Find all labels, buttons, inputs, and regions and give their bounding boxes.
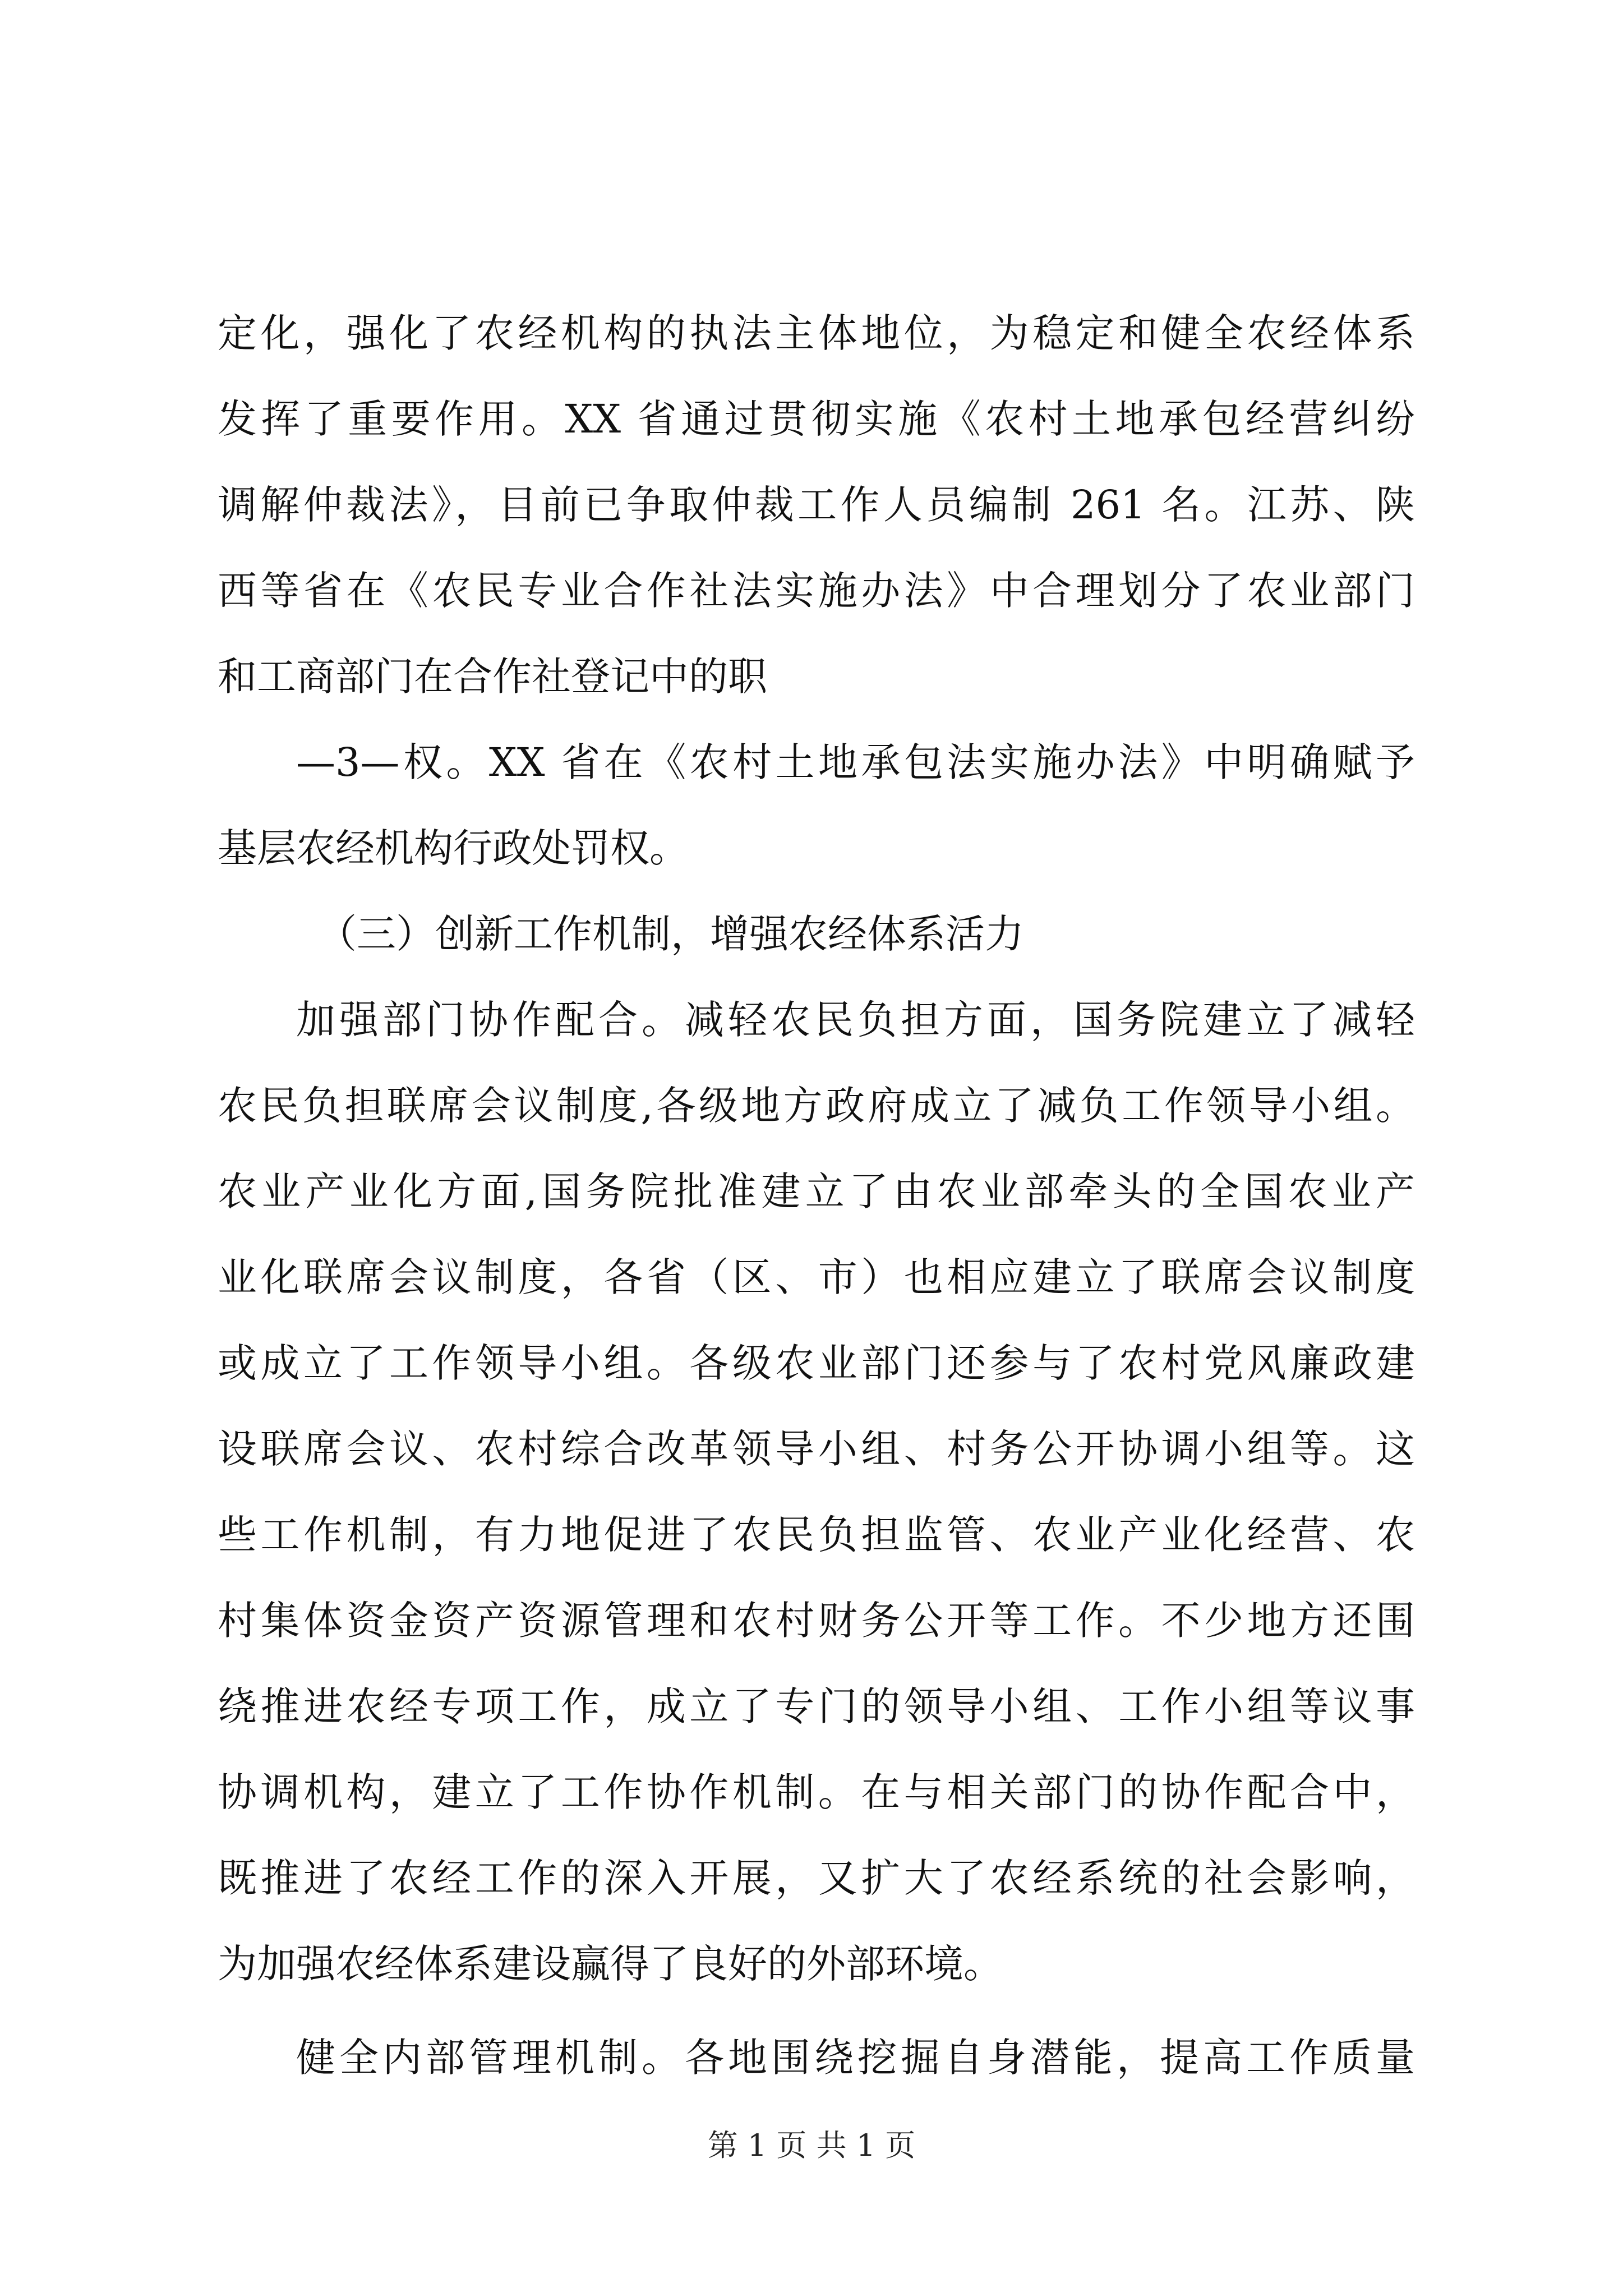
body-line: 既推进了农经工作的深入开展，又扩大了农经系统的社会影响， <box>218 1855 1415 1901</box>
body-line: —3—权。XX 省在《农村土地承包法实施办法》中明确赋予 <box>296 739 1415 785</box>
body-line: 调解仲裁法》，目前已争取仲裁工作人员编制 261 名。江苏、陕 <box>218 482 1415 528</box>
body-line: 些工作机制，有力地促进了农民负担监管、农业产业化经营、农 <box>218 1512 1415 1558</box>
body-line: 或成立了工作领导小组。各级农业部门还参与了农村党风廉政建 <box>218 1340 1415 1386</box>
body-line: 业化联席会议制度，各省（区、市）也相应建立了联席会议制度 <box>218 1254 1415 1300</box>
body-line: 定化，强化了农经机构的执法主体地位，为稳定和健全农经体系 <box>218 310 1415 356</box>
body-line: 协调机构，建立了工作协作机制。在与相关部门的协作配合中， <box>218 1769 1415 1815</box>
page-number-footer: 第 1 页 共 1 页 <box>707 2128 916 2163</box>
body-line: 加强部门协作配合。减轻农民负担方面，国务院建立了减轻 <box>296 997 1415 1043</box>
body-line: 和工商部门在合作社登记中的职 <box>218 654 767 700</box>
body-line: 健全内部管理机制。各地围绕挖掘自身潜能，提高工作质量 <box>296 2035 1415 2081</box>
body-line: 设联席会议、农村综合改革领导小组、村务公开协调小组等。这 <box>218 1426 1415 1472</box>
body-line: 农业产业化方面,国务院批准建立了由农业部牵头的全国农业产 <box>218 1168 1415 1214</box>
body-line: 绕推进农经专项工作，成立了专门的领导小组、工作小组等议事 <box>218 1683 1415 1729</box>
section-heading: （三）创新工作机制，增强农经体系活力 <box>317 911 1024 957</box>
body-line: 西等省在《农民专业合作社法实施办法》中合理划分了农业部门 <box>218 568 1415 614</box>
body-line: 发挥了重要作用。XX 省通过贯彻实施《农村土地承包经营纠纷 <box>218 396 1415 442</box>
body-line: 为加强农经体系建设赢得了良好的外部环境。 <box>218 1941 1003 1987</box>
body-line: 村集体资金资产资源管理和农村财务公开等工作。不少地方还围 <box>218 1598 1415 1644</box>
document-body <box>218 291 1415 2101</box>
body-line: 基层农经机构行政处罚权。 <box>218 825 689 871</box>
body-line: 农民负担联席会议制度,各级地方政府成立了减负工作领导小组。 <box>218 1083 1415 1129</box>
